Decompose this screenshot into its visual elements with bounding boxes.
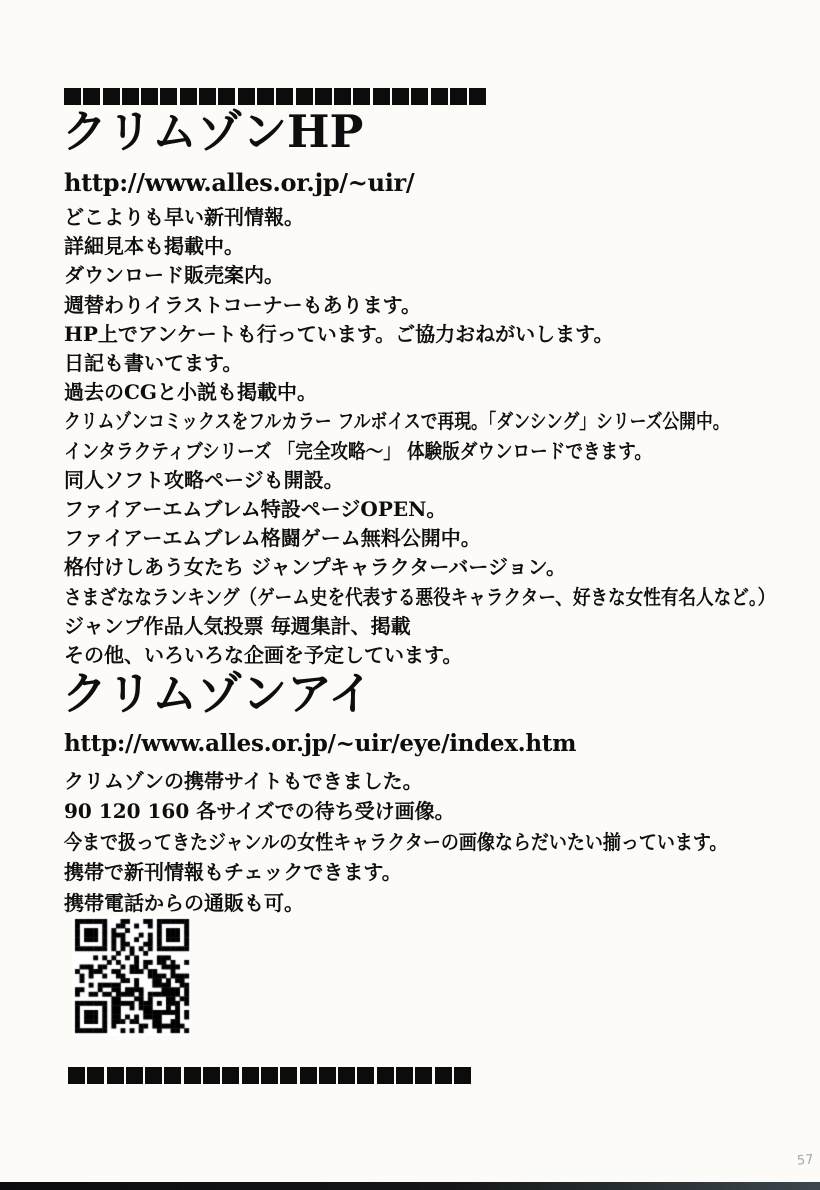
qr-code <box>72 916 190 1036</box>
square-decoration <box>357 1067 374 1084</box>
info-line: ファイアーエムブレム格闘ゲーム無料公開中。 <box>64 526 481 551</box>
info-line: どこよりも早い新刊情報。 <box>64 205 304 229</box>
square-decoration <box>257 88 274 105</box>
square-decoration <box>164 1067 181 1084</box>
square-decoration <box>122 88 139 105</box>
info-line: 週替わりイラストコーナーもあります。 <box>64 292 421 317</box>
square-decoration <box>377 1067 394 1084</box>
square-decoration <box>87 1067 104 1084</box>
info-line: 詳細見本も掲載中。 <box>64 234 244 259</box>
square-decoration <box>469 88 486 105</box>
square-decoration <box>83 88 100 105</box>
square-decoration <box>199 88 216 105</box>
square-decoration <box>396 1067 413 1084</box>
info-line: 90 120 160 各サイズでの待ち受け画像。 <box>64 799 455 824</box>
info-line: ジャンプ作品人気投票 毎週集計、掲載 <box>64 613 411 638</box>
square-decoration <box>242 1067 259 1084</box>
square-decoration <box>315 88 332 105</box>
square-decoration <box>300 1067 317 1084</box>
crimson-hp-title: クリムゾンHP <box>62 105 364 158</box>
info-line: 携帯電話からの通販も可。 <box>64 890 304 915</box>
decorative-squares-bottom <box>68 1067 471 1084</box>
square-decoration <box>392 88 409 105</box>
square-decoration <box>353 88 370 105</box>
square-decoration <box>276 88 293 105</box>
square-decoration <box>454 1067 471 1084</box>
info-line: 今まで扱ってきたジャンルの女性キャラクターの画像ならだいたい揃っています。 <box>64 829 728 854</box>
square-decoration <box>126 1067 143 1084</box>
square-decoration <box>450 88 467 105</box>
info-line: その他、いろいろな企画を予定しています。 <box>64 643 463 668</box>
square-decoration <box>238 88 255 105</box>
square-decoration <box>218 88 235 105</box>
square-decoration <box>373 88 390 105</box>
crimson-eye-info <box>64 766 801 918</box>
square-decoration <box>141 88 158 105</box>
info-line: インタラクティブシリーズ 「完全攻略〜」 体験版ダウンロードできます。 <box>64 438 652 463</box>
crimson-hp-info <box>64 203 820 670</box>
info-line: クリムゾンコミックスをフルカラー フルボイスで再現。「ダンシング」シリーズ公開中。 <box>64 409 730 434</box>
info-line: HP上でアンケートも行っています。ご協力おねがいします。 <box>64 321 614 346</box>
square-decoration <box>145 1067 162 1084</box>
crimson-eye-title: クリムゾンアイ <box>62 667 373 720</box>
square-decoration <box>203 1067 220 1084</box>
square-decoration <box>68 1067 85 1084</box>
square-decoration <box>107 1067 124 1084</box>
square-decoration <box>184 1067 201 1084</box>
info-line: ファイアーエムブレム特設ページOPEN。 <box>64 497 447 522</box>
info-line: 携帯で新刊情報もチェックできます。 <box>64 860 402 885</box>
scan-edge <box>0 1182 820 1190</box>
square-decoration <box>338 1067 355 1084</box>
square-decoration <box>160 88 177 105</box>
info-line: 日記も書いてます。 <box>64 351 243 376</box>
square-decoration <box>64 88 81 105</box>
page-number: 57 <box>796 1152 815 1169</box>
square-decoration <box>435 1067 452 1084</box>
square-decoration <box>103 88 120 105</box>
info-line: さまざななランキング（ゲーム史を代表する悪役キャラクター、好きな女性有名人など。） <box>64 584 776 609</box>
decorative-squares-top <box>64 88 486 105</box>
square-decoration <box>415 1067 432 1084</box>
square-decoration <box>180 88 197 105</box>
square-decoration <box>280 1067 297 1084</box>
square-decoration <box>334 88 351 105</box>
square-decoration <box>296 88 313 105</box>
square-decoration <box>411 88 428 105</box>
square-decoration <box>222 1067 239 1084</box>
square-decoration <box>261 1067 278 1084</box>
info-line: 格付けしあう女たち ジャンプキャラクターバージョン。 <box>64 555 566 580</box>
info-line: ダウンロード販売案内。 <box>64 263 284 288</box>
info-line: クリムゾンの携帯サイトもできました。 <box>64 769 423 793</box>
square-decoration <box>319 1067 336 1084</box>
info-line: 過去のCGと小説も掲載中。 <box>64 380 317 405</box>
info-line: 同人ソフト攻略ページも開設。 <box>64 467 344 492</box>
square-decoration <box>431 88 448 105</box>
crimson-hp-url: http://www.alles.or.jp/~uir/ <box>64 168 415 197</box>
crimson-eye-url: http://www.alles.or.jp/~uir/eye/index.htm <box>64 730 577 757</box>
